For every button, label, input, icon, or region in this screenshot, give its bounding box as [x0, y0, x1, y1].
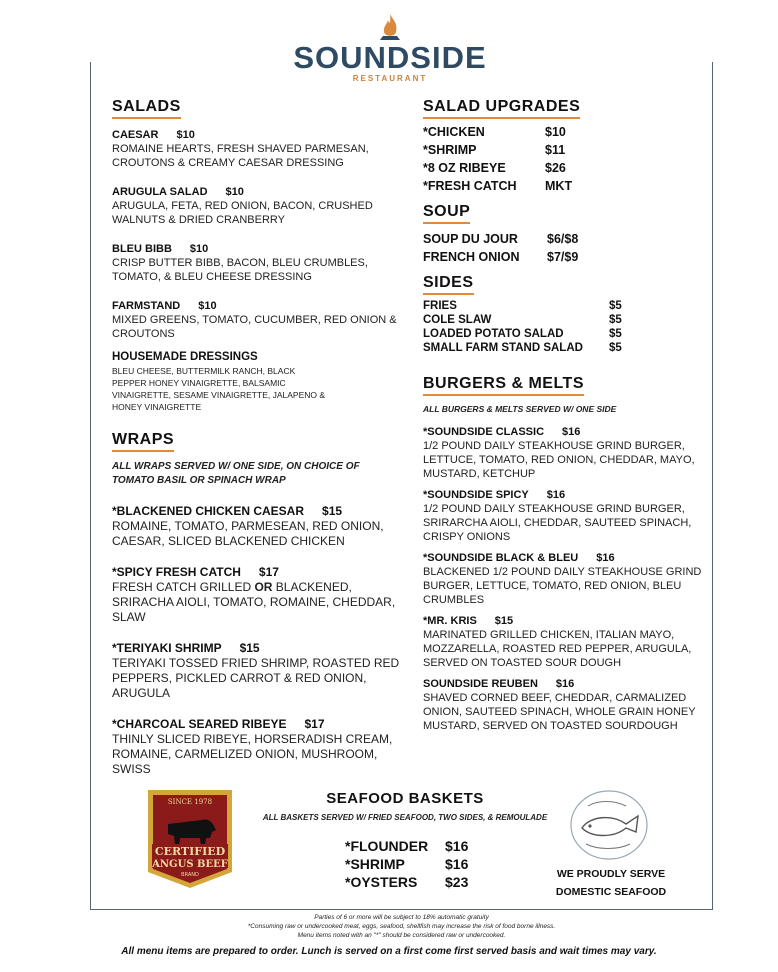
- menu-item: [112, 300, 402, 341]
- row-name: *FRESH CATCH: [423, 179, 517, 193]
- dressings-heading: HOUSEMADE DRESSINGS: [112, 351, 258, 363]
- item-description: 1/2 POUND DAILY STEAKHOUSE GRIND BURGER, SRIRARCHA AIOLI, CHEDDAR, SAUTEED SPINACH, CRISPY ONIONS: [423, 503, 692, 543]
- menu-item: [423, 426, 713, 481]
- menu-item: [423, 489, 713, 544]
- side-row: [423, 341, 713, 355]
- row-name: *FLOUNDER: [345, 838, 429, 854]
- domestic-seafood-note: [536, 865, 686, 901]
- upgrade-row: [423, 159, 713, 177]
- angus-since: SINCE 1978: [167, 798, 213, 806]
- item-description: THINLY SLICED RIBEYE, HORSERADISH CREAM, ROMAINE, CARMELIZED ONION, MUSHROOM, SWISS: [112, 732, 393, 776]
- item-name: [423, 678, 713, 690]
- row-price: $16: [445, 856, 469, 872]
- item-title: BLEU BIBB: [112, 243, 172, 255]
- item-title: FARMSTAND: [112, 300, 181, 312]
- item-title: *SOUNDSIDE SPICY: [423, 489, 529, 501]
- upgrade-row: [423, 141, 713, 159]
- item-name: [112, 504, 402, 518]
- item-name: [112, 641, 402, 655]
- seafood-note: ALL BASKETS SERVED W/ FRIED SEAFOOD, TWO SIDES, & REMOULADE: [262, 813, 548, 822]
- item-price: $10: [198, 300, 217, 312]
- item-description: MIXED GREENS, TOMATO, CUCUMBER, RED ONION & CROUTONS: [112, 314, 397, 340]
- row-price: $5: [609, 328, 622, 340]
- row-price: MKT: [545, 179, 573, 193]
- item-name: [423, 552, 713, 564]
- row-price: $16: [445, 838, 469, 854]
- sides-heading: SIDES: [423, 274, 474, 295]
- item-title: *BLACKENED CHICKEN CAESAR: [112, 504, 305, 518]
- angus-brand: BRAND: [181, 872, 199, 878]
- certified-angus-beef-logo: [142, 786, 238, 890]
- menu-item: [112, 717, 402, 777]
- menu-item: [423, 552, 713, 607]
- row-price: $6/$8: [547, 232, 579, 246]
- item-description: BLACKENED 1/2 POUND DAILY STEAKHOUSE GRIND BURGER, LETTUCE, TOMATO, RED ONION, BLEU CRUMBLES: [423, 566, 702, 606]
- upgrade-row: [423, 177, 713, 195]
- item-name: [112, 565, 402, 579]
- item-name: [112, 243, 402, 255]
- salads-heading: SALADS: [112, 98, 181, 119]
- item-name: [423, 426, 713, 438]
- item-price: $10: [189, 243, 209, 255]
- row-name: SOUP DU JOUR: [423, 232, 518, 246]
- row-price: $5: [609, 342, 622, 354]
- menu-item: [112, 504, 402, 549]
- menu-item: [112, 243, 402, 284]
- row-name: *SHRIMP: [345, 856, 405, 872]
- item-description: CRISP BUTTER BIBB, BACON, BLEU CRUMBLES, TOMATO, & BLEU CHEESE DRESSING: [112, 257, 368, 283]
- item-name: [423, 489, 713, 501]
- item-title: *SPICY FRESH CATCH: [112, 565, 241, 579]
- item-price: $17: [258, 565, 279, 579]
- item-price: $15: [239, 641, 260, 655]
- item-title: SOUNDSIDE REUBEN: [423, 678, 538, 690]
- upgrade-row: [423, 123, 713, 141]
- consumption-warning: *Consuming raw or undercooked meat, eggs, seafood, shellfish may increase the risk of food borne illness.: [247, 923, 556, 930]
- row-name: FRIES: [423, 300, 457, 312]
- fish-icon: [568, 788, 650, 862]
- footer-notes: [90, 913, 713, 940]
- right-column: [423, 98, 713, 733]
- item-description: SHAVED CORNED BEEF, CHEDDAR, CARMALIZED ONION, SAUTEED SPINACH, WHOLE GRAIN HONEY MUSTARD, SERVED ON TOASTED SOURDOUGH: [423, 692, 696, 732]
- item-title: CAESAR: [112, 129, 159, 141]
- item-title: *SOUNDSIDE BLACK & BLEU: [423, 552, 579, 564]
- seafood-section: [245, 790, 565, 822]
- seafood-row: [345, 855, 468, 873]
- item-price: $16: [562, 426, 581, 438]
- side-row: [423, 313, 713, 327]
- wraps-note: ALL WRAPS SERVED W/ ONE SIDE, ON CHOICE OF TOMATO BASIL OR SPINACH WRAP: [112, 461, 360, 486]
- menu-item: [423, 678, 713, 733]
- item-description: TERIYAKI TOSSED FRIED SHRIMP, ROASTED RED PEPPERS, PICKLED CARROT & RED ONION, ARUGULA: [112, 656, 400, 700]
- logo-text: SOUNDSIDE: [285, 40, 495, 76]
- row-name: FRENCH ONION: [423, 250, 520, 264]
- row-price: $7/$9: [547, 250, 579, 264]
- item-description: MARINATED GRILLED CHICKEN, ITALIAN MAYO, MOZZARELLA, ROASTED RED PEPPER, ARUGULA, SERVED ON TOASTED SOUR DOUGH: [423, 629, 692, 669]
- seafood-list: [345, 837, 468, 891]
- wraps-heading: WRAPS: [112, 431, 174, 452]
- item-description: 1/2 POUND DAILY STEAKHOUSE GRIND BURGER, LETTUCE, TOMATO, RED ONION, CHEDDAR, MAYO, MUSTARD, KETCHUP: [423, 440, 695, 480]
- seafood-heading: SEAFOOD BASKETS: [326, 790, 484, 807]
- item-price: $15: [322, 504, 343, 518]
- logo-subtext: RESTAURANT: [352, 74, 428, 83]
- menu-item: [423, 615, 713, 670]
- item-price: $16: [596, 552, 615, 564]
- item-price: $10: [176, 129, 195, 141]
- item-price: $16: [555, 678, 575, 690]
- soup-row: [423, 230, 713, 248]
- domestic-line1: WE PROUDLY SERVE: [556, 868, 666, 880]
- gratuity-note: Parties of 6 or more will be subject to 18% automatic gratuity: [314, 914, 489, 921]
- item-name: [112, 717, 402, 731]
- item-description: ROMAINE HEARTS, FRESH SHAVED PARMESAN, CROUTONS & CREAMY CAESAR DRESSING: [112, 143, 369, 169]
- menu-item: [112, 186, 402, 227]
- row-name: *SHRIMP: [423, 143, 477, 157]
- item-name: [112, 186, 402, 198]
- item-title: *SOUNDSIDE CLASSIC: [423, 426, 545, 438]
- domestic-line2: DOMESTIC SEAFOOD: [555, 886, 667, 898]
- flame-icon: [377, 12, 403, 42]
- angus-line2: ANGUS BEEF: [152, 859, 228, 870]
- row-price: $10: [545, 125, 566, 139]
- item-description: [112, 580, 402, 625]
- item-description: ROMAINE, TOMATO, PARMESEAN, RED ONION, CAESAR, SLICED BLACKENED CHICKEN: [112, 519, 384, 548]
- upgrades-heading: SALAD UPGRADES: [423, 98, 580, 119]
- row-name: *CHICKEN: [423, 125, 485, 139]
- row-name: LOADED POTATO SALAD: [423, 328, 564, 340]
- seafood-row: [345, 873, 468, 891]
- left-column: [112, 98, 402, 777]
- desc-part: FRESH CATCH GRILLED: [112, 580, 255, 594]
- restaurant-logo: [285, 8, 495, 83]
- row-name: *OYSTERS: [345, 874, 418, 890]
- soup-row: [423, 248, 713, 266]
- row-price: $5: [609, 314, 622, 326]
- item-price: $16: [546, 489, 566, 501]
- row-name: COLE SLAW: [423, 314, 492, 326]
- item-price: $17: [304, 717, 325, 731]
- desc-part: BLACKENED, SRIRACHA AIOLI, TOMATO, ROMAINE, CHEDDAR, SLAW: [112, 580, 396, 624]
- angus-line1: CERTIFIED: [154, 845, 226, 858]
- raw-items-note: Menu items noted with an "*" should be considered raw or undercooked.: [297, 932, 506, 939]
- item-price: $15: [494, 615, 514, 627]
- row-name: *8 OZ RIBEYE: [423, 161, 506, 175]
- row-price: $11: [545, 143, 566, 157]
- menu-item: [112, 641, 402, 701]
- side-row: [423, 299, 713, 313]
- dressings-list: BLEU CHEESE, BUTTERMILK RANCH, BLACK PEPPER HONEY VINAIGRETTE, BALSAMIC VINAIGRETTE, SESAME VINAIGRETTE, JALAPENO & HONEY VINAIGRETTE: [112, 366, 326, 412]
- item-description: ARUGULA, FETA, RED ONION, BACON, CRUSHED WALNUTS & DRIED CRANBERRY: [112, 200, 373, 226]
- desc-or: OR: [254, 580, 273, 594]
- bottom-note: All menu items are prepared to order. Lunch is served on a first come first served basis and wait times may vary.: [121, 946, 657, 957]
- row-price: $26: [545, 161, 566, 175]
- menu-item: [112, 129, 402, 170]
- seafood-row: [345, 837, 468, 855]
- item-name: [112, 129, 402, 141]
- burgers-heading: BURGERS & MELTS: [423, 375, 584, 396]
- item-name: [112, 300, 402, 312]
- item-title: *CHARCOAL SEARED RIBEYE: [112, 717, 287, 731]
- item-name: [423, 615, 713, 627]
- item-price: $10: [225, 186, 244, 198]
- item-title: *MR. KRIS: [423, 615, 477, 627]
- burgers-note: ALL BURGERS & MELTS SERVED W/ ONE SIDE: [423, 404, 617, 414]
- soup-heading: SOUP: [423, 203, 470, 224]
- row-price: $23: [445, 874, 469, 890]
- item-title: *TERIYAKI SHRIMP: [112, 641, 222, 655]
- row-price: $5: [609, 300, 622, 312]
- item-title: ARUGULA SALAD: [112, 186, 208, 198]
- side-row: [423, 327, 713, 341]
- row-name: SMALL FARM STAND SALAD: [423, 342, 583, 354]
- menu-item: [112, 565, 402, 625]
